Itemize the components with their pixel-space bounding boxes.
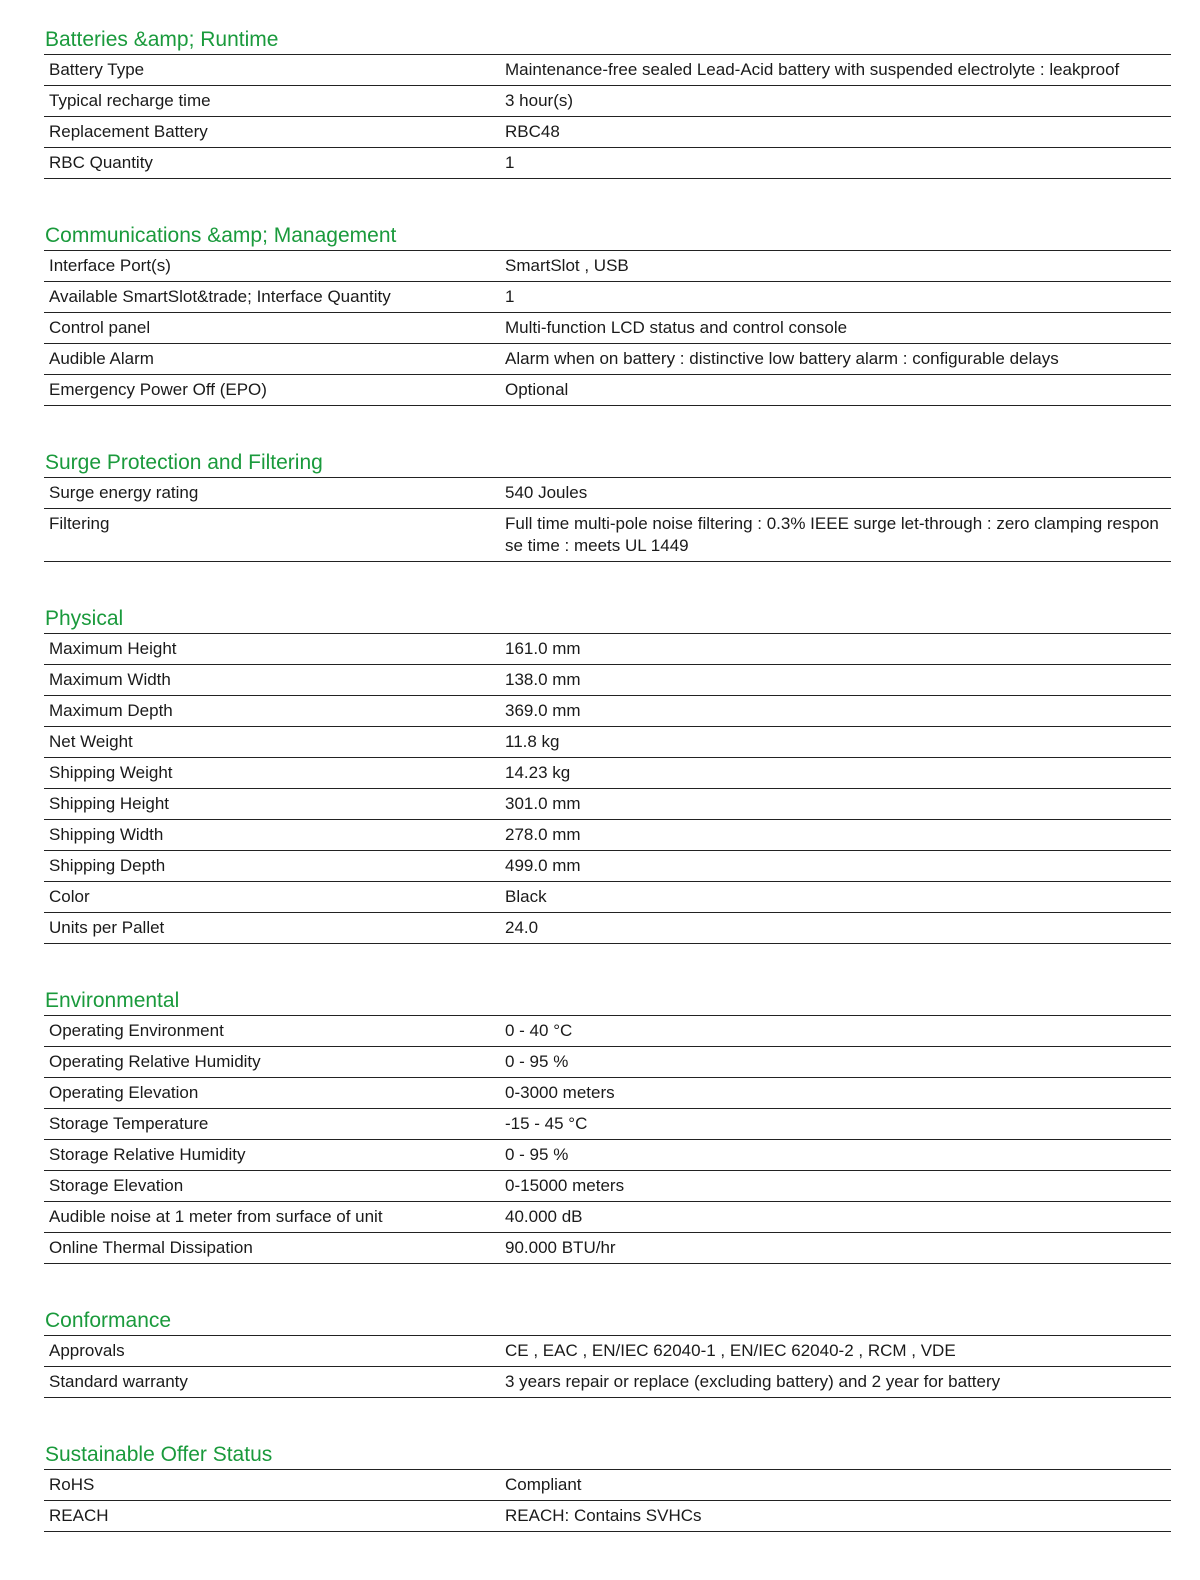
spec-value: 161.0 mm (505, 639, 581, 658)
spec-label: Interface Port(s) (49, 256, 171, 275)
spec-value: 278.0 mm (505, 825, 581, 844)
spec-row (44, 789, 1171, 820)
spec-value: 11.8 kg (505, 732, 560, 751)
spec-value: CE , EAC , EN/IEC 62040-1 , EN/IEC 62040-2 , RCM , VDE (505, 1341, 956, 1360)
spec-label: Shipping Height (49, 794, 170, 813)
spec-value: Full time multi-pole noise filtering : 0.3% IEEE surge let-through : zero clamping response time : meets UL 1449 (505, 514, 1159, 555)
spec-label: Operating Elevation (49, 1083, 199, 1102)
spec-value: 3 hour(s) (505, 91, 574, 110)
spec-row (44, 1140, 1171, 1171)
spec-label: Replacement Battery (49, 122, 208, 141)
spec-label: Approvals (49, 1341, 125, 1360)
spec-label: RoHS (49, 1475, 95, 1494)
spec-value: 14.23 kg (505, 763, 571, 782)
spec-value: 540 Joules (505, 483, 588, 502)
spec-row (44, 1047, 1171, 1078)
spec-row (44, 913, 1171, 944)
spec-label: Typical recharge time (49, 91, 211, 110)
spec-row (44, 313, 1171, 344)
spec-row (44, 251, 1171, 282)
spec-row (44, 344, 1171, 375)
spec-row (44, 1171, 1171, 1202)
spec-label: REACH (49, 1506, 109, 1525)
spec-row (44, 1367, 1171, 1398)
section-title: Surge Protection and Filtering (44, 449, 1171, 478)
spec-value: Multi-function LCD status and control console (505, 318, 848, 337)
spec-section (44, 26, 1171, 179)
spec-row (44, 1233, 1171, 1264)
spec-value: 0 - 95 % (505, 1052, 569, 1071)
spec-label: Maximum Width (49, 670, 171, 689)
spec-label: Operating Relative Humidity (49, 1052, 261, 1071)
spec-row (44, 634, 1171, 665)
spec-row (44, 1501, 1171, 1532)
spec-row (44, 727, 1171, 758)
spec-row (44, 696, 1171, 727)
spec-label: Units per Pallet (49, 918, 165, 937)
spec-row (44, 148, 1171, 179)
spec-row (44, 1078, 1171, 1109)
spec-row (44, 86, 1171, 117)
spec-section (44, 222, 1171, 406)
spec-label: Audible noise at 1 meter from surface of unit (49, 1207, 383, 1226)
spec-row (44, 55, 1171, 86)
section-title: Physical (44, 605, 1171, 634)
spec-value: Alarm when on battery : distinctive low battery alarm : configurable delays (505, 349, 1059, 368)
spec-value: -15 - 45 °C (505, 1114, 588, 1133)
spec-row (44, 282, 1171, 313)
spec-value: 0-3000 meters (505, 1083, 615, 1102)
spec-section (44, 605, 1171, 944)
spec-section (44, 1307, 1171, 1398)
spec-row (44, 820, 1171, 851)
spec-value: 301.0 mm (505, 794, 581, 813)
spec-label: Audible Alarm (49, 349, 154, 368)
section-title: Communications &amp; Management (44, 222, 1171, 251)
spec-value: SmartSlot , USB (505, 256, 629, 275)
spec-value: 1 (505, 287, 515, 306)
spec-row (44, 758, 1171, 789)
spec-label: Shipping Weight (49, 763, 173, 782)
section-title: Sustainable Offer Status (44, 1441, 1171, 1470)
spec-label: Emergency Power Off (EPO) (49, 380, 267, 399)
spec-row (44, 375, 1171, 406)
spec-section (44, 449, 1171, 562)
spec-value: 138.0 mm (505, 670, 581, 689)
spec-row (44, 478, 1171, 509)
spec-label: Maximum Depth (49, 701, 173, 720)
spec-row (44, 665, 1171, 696)
spec-value: 0 - 95 % (505, 1145, 569, 1164)
spec-section (44, 1441, 1171, 1532)
section-title: Conformance (44, 1307, 1171, 1336)
spec-section (44, 987, 1171, 1264)
spec-value: Optional (505, 380, 569, 399)
spec-label: Battery Type (49, 60, 145, 79)
spec-document (44, 26, 1171, 1575)
spec-value: Compliant (505, 1475, 582, 1494)
spec-row (44, 1470, 1171, 1501)
spec-label: Standard warranty (49, 1372, 188, 1391)
spec-label: Shipping Depth (49, 856, 166, 875)
spec-value: 40.000 dB (505, 1207, 583, 1226)
spec-label: Control panel (49, 318, 151, 337)
spec-label: Storage Temperature (49, 1114, 209, 1133)
spec-label: Net Weight (49, 732, 133, 751)
spec-value: RBC48 (505, 122, 560, 141)
spec-label: Maximum Height (49, 639, 177, 658)
spec-value: 1 (505, 153, 515, 172)
spec-row (44, 117, 1171, 148)
spec-value: 0-15000 meters (505, 1176, 625, 1195)
spec-label: Online Thermal Dissipation (49, 1238, 253, 1257)
spec-row (44, 882, 1171, 913)
spec-value: REACH: Contains SVHCs (505, 1506, 702, 1525)
spec-value: 90.000 BTU/hr (505, 1238, 616, 1257)
spec-value: Maintenance-free sealed Lead-Acid battery with suspended electrolyte : leakproof (505, 60, 1120, 79)
spec-label: RBC Quantity (49, 153, 153, 172)
spec-label: Storage Relative Humidity (49, 1145, 246, 1164)
section-title: Batteries &amp; Runtime (44, 26, 1171, 55)
section-title: Environmental (44, 987, 1171, 1016)
spec-label: Shipping Width (49, 825, 164, 844)
spec-value: 0 - 40 °C (505, 1021, 573, 1040)
spec-row (44, 851, 1171, 882)
spec-value: 24.0 (505, 918, 539, 937)
spec-label: Color (49, 887, 90, 906)
spec-row (44, 1336, 1171, 1367)
spec-label: Surge energy rating (49, 483, 199, 502)
spec-value: Black (505, 887, 547, 906)
spec-label: Available SmartSlot&trade; Interface Quantity (49, 287, 391, 306)
spec-label: Operating Environment (49, 1021, 224, 1040)
spec-label: Filtering (49, 514, 110, 533)
spec-row (44, 1109, 1171, 1140)
spec-row (44, 509, 1171, 562)
spec-row (44, 1202, 1171, 1233)
spec-value: 499.0 mm (505, 856, 581, 875)
spec-row (44, 1016, 1171, 1047)
spec-value: 369.0 mm (505, 701, 581, 720)
spec-label: Storage Elevation (49, 1176, 184, 1195)
spec-value: 3 years repair or replace (excluding battery) and 2 year for battery (505, 1372, 1001, 1391)
